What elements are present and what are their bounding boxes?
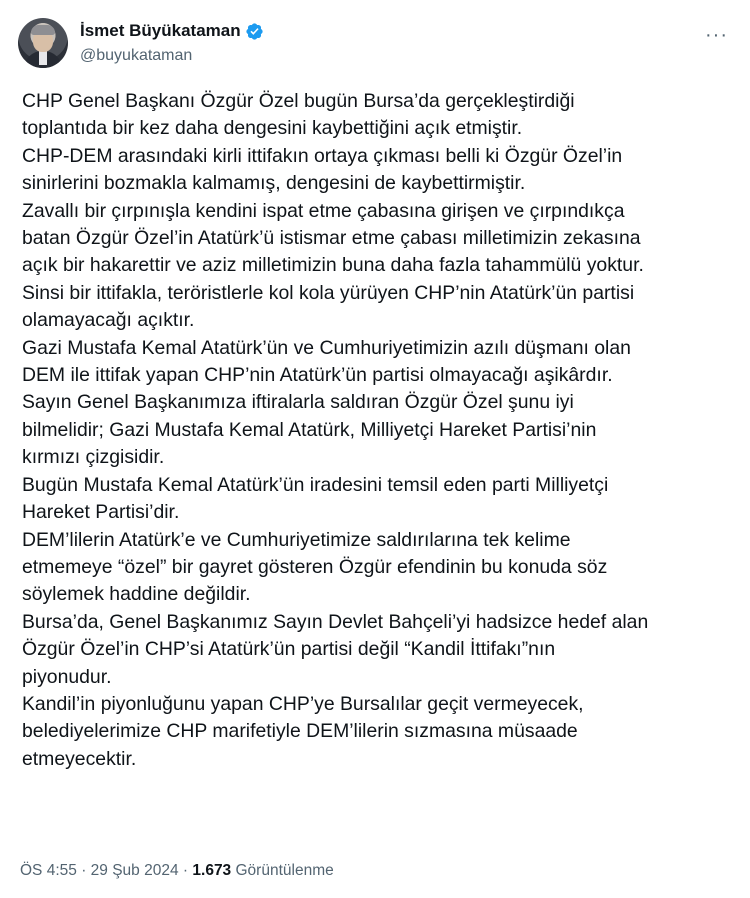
tweet-text-line: sinirlerini bozmakla kalmamış, dengesini de kaybettirmiştir. bbox=[22, 172, 526, 195]
tweet-text-line: Zavallı bir çırpınışla kendini ispat etme çabasına girişen ve çırpındıkça bbox=[22, 199, 625, 222]
tweet-text-line: CHP-DEM arasındaki kirli ittifakın ortaya çıkması belli ki Özgür Özel’in bbox=[22, 144, 623, 167]
tweet-text-line: kırmızı çizgisidir. bbox=[22, 446, 165, 469]
views-count: 1.673 bbox=[192, 862, 232, 879]
tweet-text-line: Bursa’da, Genel Başkanımız Sayın Devlet Bahçeli’yi hadsizce hedef alan bbox=[22, 610, 649, 633]
tweet-text-line: etmeyecektir. bbox=[22, 747, 137, 770]
tweet-text-line: batan Özgür Özel’in Atatürk’ü istismar etme çabası milletimizin zekasına bbox=[22, 227, 641, 250]
tweet-text-line: toplantıda bir kez daha dengesini kaybettiğini açık etmiştir. bbox=[22, 117, 523, 140]
tweet-date[interactable]: 29 Şub 2024 bbox=[90, 862, 179, 879]
meta-separator: · bbox=[182, 862, 189, 879]
tweet-text-line: Kandil’in piyonluğunu yapan CHP’ye Bursalılar geçit vermeyecek, bbox=[22, 692, 584, 715]
verified-badge-icon bbox=[245, 22, 264, 41]
tweet-text-line: Hareket Partisi’dir. bbox=[22, 501, 180, 524]
author-name[interactable]: İsmet Büyükataman bbox=[80, 21, 241, 40]
meta-separator: · bbox=[81, 862, 87, 879]
tweet-text-line: söylemek haddine değildir. bbox=[22, 583, 251, 606]
tweet-text-line: DEM ile ittifak yapan CHP’nin Atatürk’ün partisi olmayacağı aşikârdır. bbox=[22, 364, 613, 387]
tweet-text-line: Sayın Genel Başkanımıza iftiralarla saldıran Özgür Özel şunu iyi bbox=[22, 391, 574, 414]
tweet-text-line: CHP Genel Başkanı Özgür Özel bugün Bursa’da gerçekleştirdiği bbox=[22, 90, 575, 112]
tweet-text-line: Bugün Mustafa Kemal Atatürk’ün iradesini temsil eden parti Milliyetçi bbox=[22, 473, 609, 496]
tweet-text-line: bilmelidir; Gazi Mustafa Kemal Atatürk, Milliyetçi Hareket Partisi’nin bbox=[22, 418, 597, 441]
author-handle[interactable]: @buyukataman bbox=[80, 47, 193, 64]
tweet-text-line: piyonudur. bbox=[22, 665, 112, 688]
tweet-text-line: belediyelerimize CHP marifetiyle DEM’lilerin sızmasına müsaade bbox=[22, 720, 578, 743]
views-label: Görüntülenme bbox=[235, 862, 334, 879]
tweet-text-line: DEM’lilerin Atatürk’e ve Cumhuriyetimize saldırılarına tek kelime bbox=[22, 528, 571, 551]
more-options-icon[interactable]: ··· bbox=[705, 24, 728, 46]
avatar[interactable] bbox=[18, 18, 68, 68]
tweet-text-line: açık bir hakarettir ve aziz milletimizin buna daha fazla tahammülü yoktur. bbox=[22, 254, 644, 277]
tweet-text bbox=[22, 88, 732, 773]
tweet-meta bbox=[20, 862, 334, 880]
tweet-text-line: etmemeye “özel” bir gayret gösteren Özgür efendinin bu konuda söz bbox=[22, 555, 608, 578]
tweet-text-line: Özgür Özel’in CHP’si Atatürk’ün partisi değil “Kandil İttifakı”nın bbox=[22, 638, 556, 661]
tweet-text-line: Gazi Mustafa Kemal Atatürk’ün ve Cumhuriyetimizin azılı düşmanı olan bbox=[22, 336, 631, 359]
tweet-text-line: Sinsi bir ittifakla, teröristlerle kol kola yürüyen CHP’nin Atatürk’ün partisi bbox=[22, 281, 635, 304]
tweet-header bbox=[18, 18, 732, 74]
tweet-time[interactable]: ÖS 4:55 bbox=[20, 862, 77, 879]
author-name-row[interactable] bbox=[80, 21, 264, 41]
tweet-text-line: olamayacağı açıktır. bbox=[22, 309, 195, 332]
